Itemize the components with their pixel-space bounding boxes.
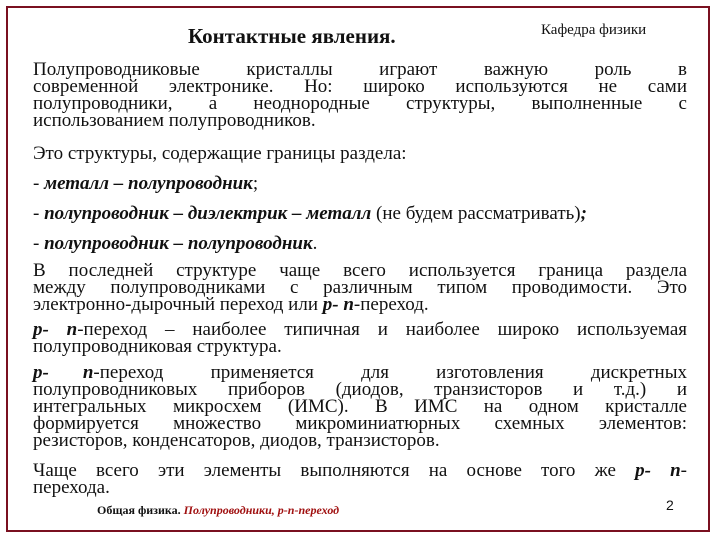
paragraph-line: полупроводниковых приборов (диодов, транзисторов и т.д.) и	[33, 379, 687, 400]
paragraph-line: между полупроводниками с различным типом проводимости. Это	[33, 277, 687, 298]
paragraph-line: формируется множество микроминиатюрных схемных элементов:	[33, 413, 687, 434]
pn-term: p- n	[322, 294, 354, 315]
bullet-dash: -	[33, 173, 45, 194]
pn-junction-paragraph	[33, 321, 687, 355]
intro-line: современной электронике. Но: широко используются не сами	[33, 76, 687, 97]
structure-name: полупроводник – полупроводник	[44, 233, 313, 254]
footer	[97, 503, 339, 518]
intro-paragraph	[33, 61, 687, 129]
structure-tail: (не будем рассматривать)	[371, 203, 581, 224]
text-run: -	[680, 460, 687, 481]
structure-tail: .	[312, 233, 318, 254]
footer-course: Общая физика.	[97, 503, 184, 517]
pn-term-p: p-	[33, 362, 49, 383]
text-run: -переход применяется для изготовления дискретных	[93, 362, 687, 383]
structures-heading: Это структуры, содержащие границы раздела:	[33, 143, 407, 164]
paragraph-line: перехода.	[33, 477, 110, 498]
pn-term: p- n	[635, 460, 681, 481]
applications-paragraph	[33, 364, 687, 449]
structure-name: металл – полупроводник	[44, 173, 253, 194]
structure-item-semiconductor-semiconductor	[33, 233, 317, 255]
paragraph-line	[33, 296, 687, 313]
slide-title: Контактные явления.	[188, 24, 396, 48]
paragraph-line: полупроводниковая структура.	[33, 336, 282, 357]
text-run: электронно-дырочный переход или	[33, 294, 323, 315]
page-number: 2	[666, 497, 674, 513]
pn-term-n: n	[82, 362, 94, 383]
final-paragraph	[33, 462, 687, 496]
bullet-dash: -	[33, 233, 45, 254]
intro-line: использованием полупроводников.	[33, 110, 316, 131]
text-run: -переход – наиболее типичная и наиболее широко используемая	[77, 319, 687, 340]
paragraph-line: интегральных микросхем (ИМС). В ИМС на одном кристалле	[33, 396, 687, 417]
intro-line: Полупроводниковые кристаллы играют важную роль в	[33, 59, 687, 80]
structure-item-metal-semiconductor	[33, 173, 258, 195]
paragraph-line: В последней структуре чаще всего используется граница раздела	[33, 260, 687, 281]
pn-term: p- n	[33, 319, 78, 340]
paragraph-line: резисторов, конденсаторов, диодов, транзисторов.	[33, 430, 440, 451]
paragraph-line	[33, 462, 687, 479]
structure-tail-end: ;	[580, 203, 587, 224]
last-structure-paragraph	[33, 262, 687, 313]
structure-item-mis	[33, 203, 587, 225]
department-label: Кафедра физики	[541, 22, 647, 38]
text-run: -переход.	[353, 294, 429, 315]
structure-name: полупроводник – диэлектрик – металл	[44, 203, 372, 224]
intro-line: полупроводники, а неоднородные структуры, выполненные с	[33, 93, 687, 114]
bullet-dash: -	[33, 203, 45, 224]
structure-tail: ;	[252, 173, 259, 194]
footer-topic: Полупроводники, p-n-переход	[183, 503, 340, 517]
text-run: Чаще всего эти элементы выполняются на основе того же	[33, 460, 636, 481]
